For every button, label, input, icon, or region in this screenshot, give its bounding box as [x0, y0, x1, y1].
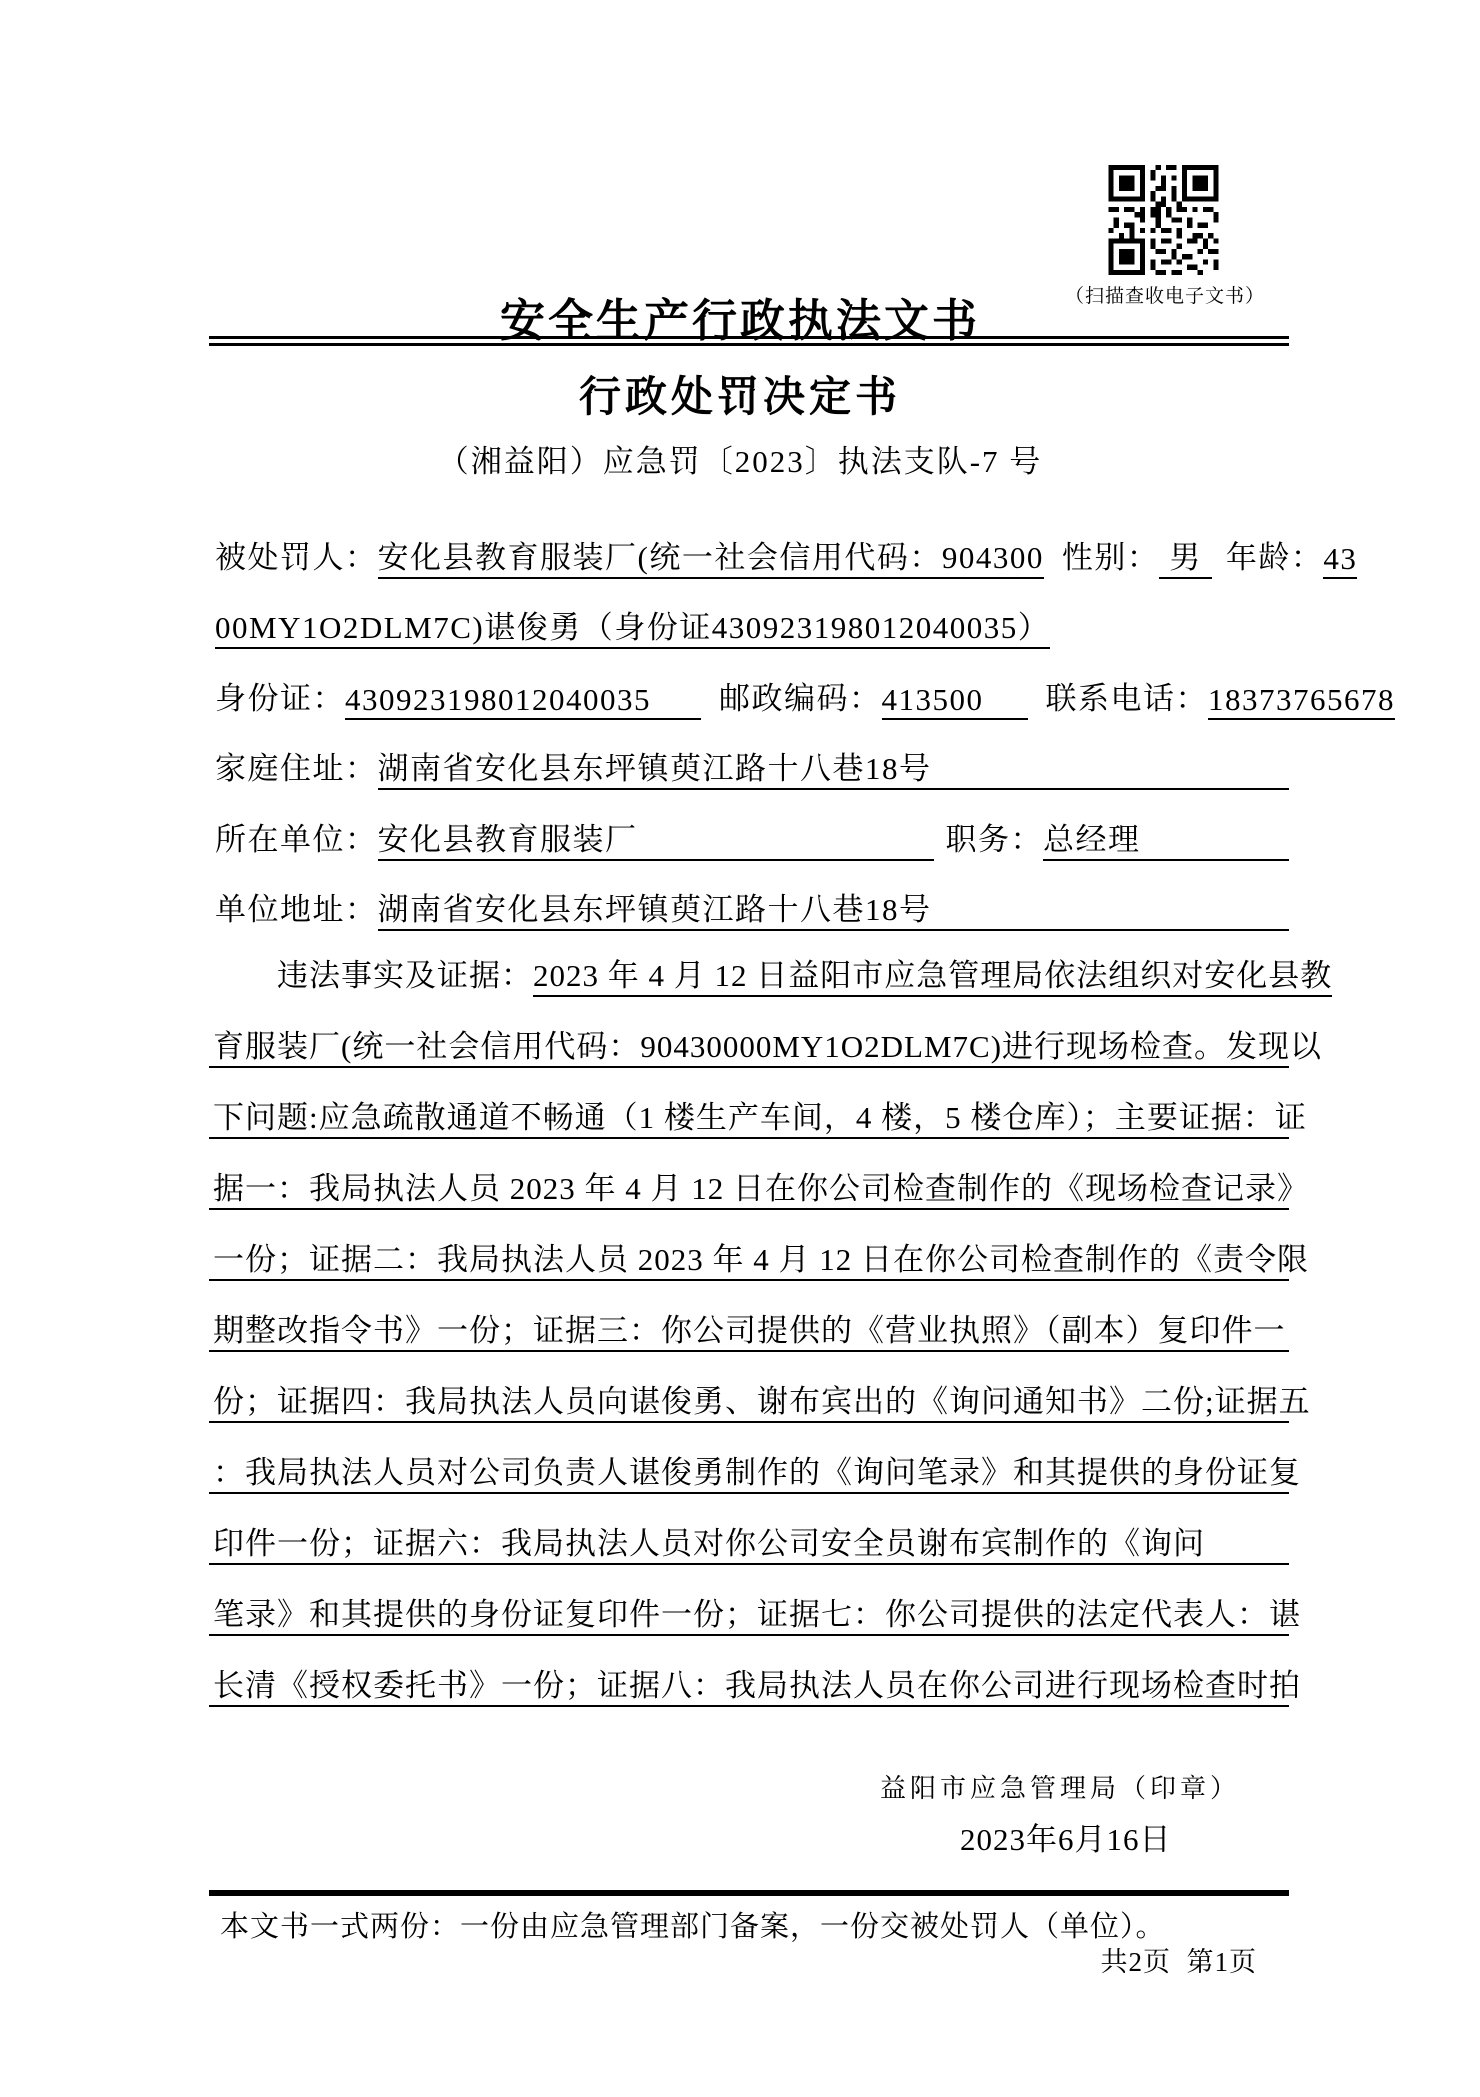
title-double-rule — [209, 336, 1289, 346]
qr-caption: （扫描查收电子文书） — [1064, 286, 1265, 307]
field-value-position: 总经理 — [1043, 814, 1289, 861]
field-label-age: 年龄： — [1225, 539, 1324, 575]
form-row-id-contact — [215, 649, 1395, 720]
field-label-gender: 性别： — [1061, 539, 1160, 575]
field-value-phone: 18373765678 — [1208, 682, 1395, 720]
field-value-unit-address: 湖南省安化县东坪镇萸江路十八巷18号 — [378, 884, 1290, 931]
doc-number: （湘益阳）应急罚〔2023〕执法支队-7 号 — [437, 444, 1043, 479]
footer-note: 本文书一式两份：一份由应急管理部门备案，一份交被处罚人（单位）。 — [220, 1911, 1166, 1943]
facts-line — [209, 1352, 1311, 1423]
field-value-home-address: 湖南省安化县东坪镇萸江路十八巷18号 — [378, 743, 1290, 790]
field-value-gender: 男 — [1159, 532, 1212, 579]
form-row-work-unit — [215, 790, 1289, 861]
penalized-person-form — [215, 508, 1395, 931]
facts-line — [209, 1281, 1289, 1352]
facts-line — [209, 1636, 1301, 1707]
form-row-penalized-person — [215, 508, 1358, 579]
facts-line — [209, 1494, 1289, 1565]
authority-signature: 益阳市应急管理局（印章） — [880, 1774, 1241, 1803]
field-label-postal-code: 邮政编码： — [719, 680, 882, 716]
facts-line — [209, 1423, 1301, 1494]
facts-text: 笔录》和其提供的身份证复印件一份；证据七：你公司提供的法定代表人：谌 — [213, 1597, 1301, 1632]
page-title: 行政处罚决定书 — [578, 373, 901, 420]
field-value-work-unit: 安化县教育服装厂 — [378, 814, 934, 861]
field-value-postal-code: 413500 — [882, 682, 1028, 720]
form-row-unit-address — [215, 861, 1289, 932]
field-label-id-card: 身份证： — [215, 680, 345, 716]
facts-label: 违法事实及证据： — [277, 958, 533, 993]
field-label-unit-address: 单位地址： — [215, 892, 378, 927]
facts-line — [209, 928, 1333, 997]
decision-date: 2023年6月16日 — [960, 1822, 1172, 1857]
field-value-age: 43 — [1323, 541, 1357, 579]
facts-text: 2023 年 4 月 12 日益阳市应急管理局依法组织对安化县教 — [533, 950, 1332, 997]
facts-text: 据一：我局执法人员 2023 年 4 月 12 日在你公司检查制作的《现场检查记录》 — [213, 1171, 1309, 1206]
facts-text: 份；证据四：我局执法人员向谌俊勇、谢布宾出的《询问通知书》二份;证据五 — [213, 1384, 1311, 1419]
field-label-work-unit: 所在单位： — [215, 821, 378, 857]
facts-text: 下问题:应急疏散通道不畅通（1 楼生产车间，4 楼，5 楼仓库）；主要证据：证 — [213, 1100, 1307, 1135]
facts-line — [209, 1565, 1301, 1636]
facts-line — [209, 997, 1323, 1068]
facts-line — [209, 1139, 1309, 1210]
form-row-home-address — [215, 720, 1289, 791]
qr-code-image — [1107, 165, 1220, 275]
form-row-continuation — [215, 579, 1289, 650]
doc-category-title: 安全生产行政执法文书 — [499, 295, 980, 346]
qr-code — [1107, 165, 1220, 275]
facts-line — [209, 1068, 1307, 1139]
facts-text: 一份；证据二：我局执法人员 2023 年 4 月 12 日在你公司检查制作的《责令限 — [213, 1242, 1309, 1277]
field-label-phone: 联系电话： — [1045, 680, 1208, 716]
field-label-position: 职务： — [945, 821, 1043, 857]
facts-text: 育服装厂(统一社会信用代码：90430000MY1O2DLM7C)进行现场检查。发现以 — [213, 1029, 1323, 1064]
field-label-penalized-person: 被处罚人： — [215, 539, 378, 575]
facts-text: 印件一份；证据六：我局执法人员对你公司安全员谢布宾制作的《询问 — [213, 1526, 1205, 1561]
facts-line — [209, 1210, 1309, 1281]
field-value-company: 安化县教育服装厂(统一社会信用代码：904300 — [378, 532, 1044, 579]
page-indicator: 共2页 第1页 — [1100, 1947, 1257, 1977]
field-value-id-card: 430923198012040035 — [345, 682, 701, 720]
facts-text: 长清《授权委托书》一份；证据八：我局执法人员在你公司进行现场检查时拍 — [213, 1668, 1301, 1703]
facts-text: ：我局执法人员对公司负责人谌俊勇制作的《询问笔录》和其提供的身份证复 — [213, 1455, 1301, 1490]
facts-and-evidence-paragraph — [209, 928, 1333, 1707]
field-label-home-address: 家庭住址： — [215, 751, 378, 786]
field-value-company-continued: 00MY1O2DLM7C)谌俊勇（身份证430923198012040035） — [215, 602, 1050, 649]
facts-text: 期整改指令书》一份；证据三：你公司提供的《营业执照》（副本）复印件一 — [213, 1313, 1286, 1348]
footer-rule — [209, 1890, 1289, 1896]
